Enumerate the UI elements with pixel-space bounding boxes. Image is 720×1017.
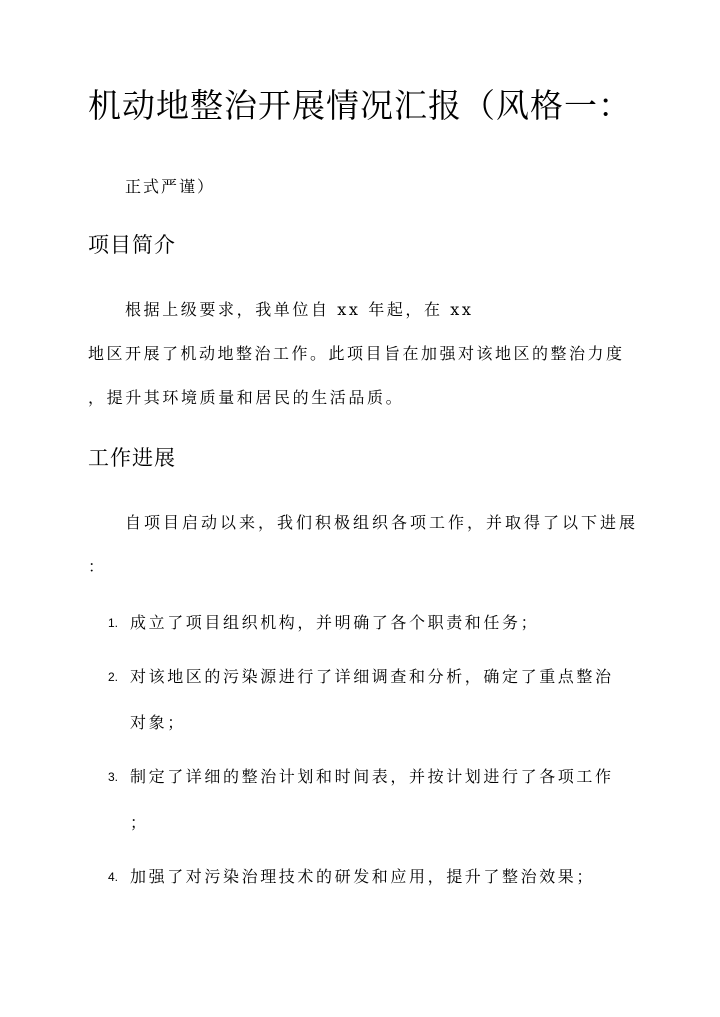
list-item-number: 1. xyxy=(108,616,119,630)
paragraph-line: 根据上级要求，我单位自 xx 年起，在 xx xyxy=(125,300,474,319)
section-heading-work-progress: 工作进展 xyxy=(88,446,176,470)
list-item: 对该地区的污染源进行了详细调查和分析，确定了重点整治 xyxy=(130,667,614,686)
list-item-number: 2. xyxy=(108,670,119,684)
document-title: 机动地整治开展情况汇报（风格一： xyxy=(88,86,632,125)
paragraph-line: 自项目启动以来，我们积极组织各项工作，并取得了以下进展 xyxy=(125,513,639,532)
list-item-number: 3. xyxy=(108,770,119,784)
list-item-number: 4. xyxy=(108,870,119,884)
list-item-continuation: 对象； xyxy=(130,713,186,732)
list-item: 加强了对污染治理技术的研发和应用，提升了整治效果； xyxy=(130,867,596,886)
paragraph-line: ： xyxy=(88,557,107,576)
section-heading-project-intro: 项目简介 xyxy=(88,233,176,257)
paragraph-line: ，提升其环境质量和居民的生活品质。 xyxy=(88,388,405,407)
paragraph-line: 地区开展了机动地整治工作。此项目旨在加强对该地区的整治力度 xyxy=(88,344,625,363)
document-subtitle: 正式严谨） xyxy=(125,177,216,196)
list-item: 制定了详细的整治计划和时间表，并按计划进行了各项工作 xyxy=(130,767,614,786)
list-item: 成立了项目组织机构，并明确了各个职责和任务； xyxy=(130,613,540,632)
list-item-continuation: ； xyxy=(130,813,149,832)
